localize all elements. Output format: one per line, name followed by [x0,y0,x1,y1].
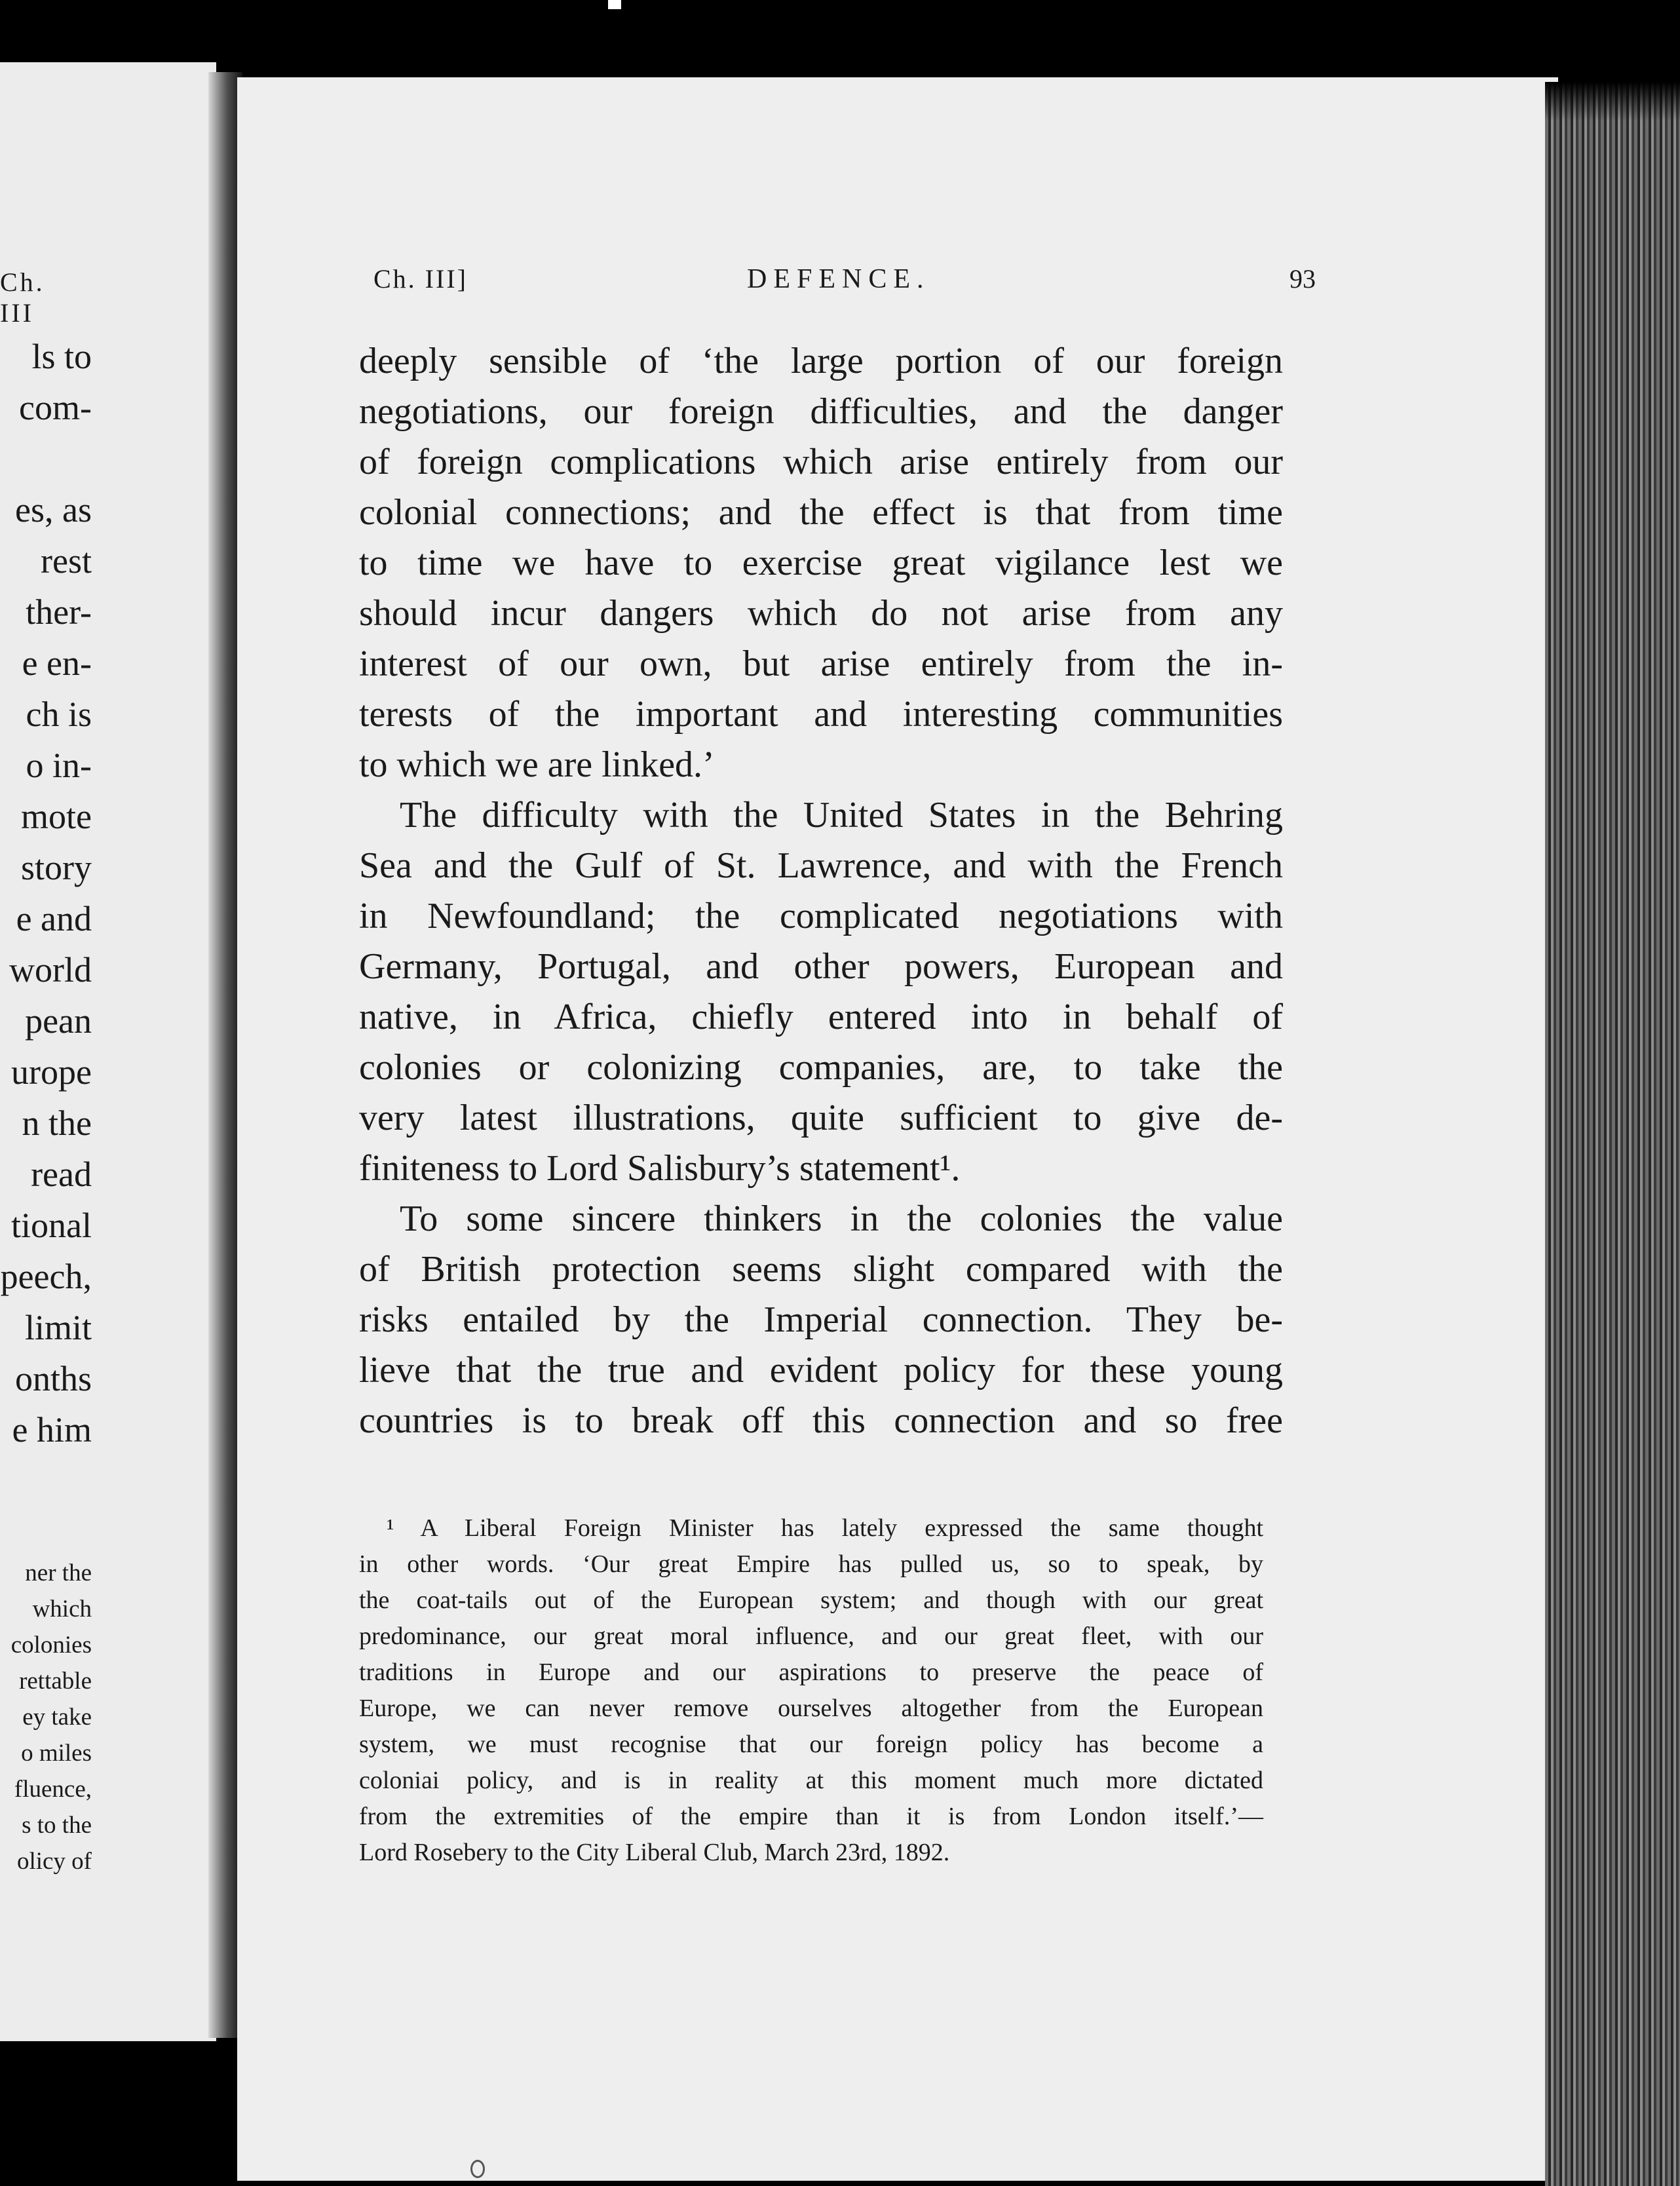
text-line: lieve that the true and evident policy for these young [359,1350,1283,1390]
text-line: very latest illustrations, quite sufficient to give de- [359,1098,1283,1138]
left-note-line: fluence, [14,1776,92,1803]
left-note-line: olicy of [16,1848,92,1875]
text-line: to which we are linked.’ [359,744,715,785]
left-body-line: onths [14,1359,92,1398]
left-note-line: o miles [21,1740,92,1767]
left-body-line: o in- [26,746,92,785]
text-line: of British protection seems slight compared with the [359,1249,1283,1290]
paragraph-3 [359,1194,1283,1446]
text-line: countries is to break off this connection and so free [359,1400,1283,1441]
left-footnote-text [11,1555,92,1879]
left-body-line: peech, [0,1257,92,1296]
left-body-line: e and [16,899,92,938]
left-note-line: ner the [25,1560,92,1586]
running-head-chapter: Ch. III] [373,264,468,294]
text-line: should incur dangers which do not arise from any [359,593,1283,634]
text-line: colonial connections; and the effect is that from time [359,492,1283,533]
text-line: Germany, Portugal, and other powers, European and [359,946,1283,987]
footnote-line: from the extremities of the empire than it is from London itself.’— [359,1803,1263,1830]
left-body-line: es, as [15,490,92,529]
footnote-line: coloniai policy, and is in reality at this moment much more dictated [359,1767,1263,1794]
left-body-line: story [21,848,92,887]
text-line: finiteness to Lord Salisbury’s statement¹. [359,1148,961,1189]
left-body-line: urope [11,1052,92,1092]
scan-mark [470,2160,485,2178]
text-line: terests of the important and interesting communities [359,694,1283,735]
left-body-line: e him [12,1410,92,1449]
left-body-line: tional [11,1206,92,1245]
footnote-line: in other words. ‘Our great Empire has pulled us, so to speak, by [359,1550,1263,1578]
text-line: native, in Africa, chiefly entered into in behalf of [359,997,1283,1037]
footnote-line: ¹ A Liberal Foreign Minister has lately expressed the same thought [387,1514,1263,1542]
left-body-line: n the [22,1103,92,1143]
page-number: 93 [1289,264,1316,294]
left-body-line: world [9,950,92,989]
left-note-line: ey take [22,1704,92,1731]
left-body-text [1,331,92,1455]
text-line: in Newfoundland; the complicated negotiations with [359,896,1283,936]
text-line: Sea and the Gulf of St. Lawrence, and with the French [359,845,1283,886]
left-body-line: ls to [31,337,92,376]
text-line: To some sincere thinkers in the colonies the value [400,1198,1283,1239]
footnote-line: Europe, we can never remove ourselves altogether from the European [359,1695,1263,1722]
left-body-line: ch is [26,695,92,734]
text-line: risks entailed by the Imperial connection. They be- [359,1299,1283,1340]
left-body-line: pean [25,1001,92,1041]
left-body-line: read [31,1155,92,1194]
footnote-line: the coat-tails out of the European system; and though with our great [359,1586,1263,1614]
footnote-line: traditions in Europe and our aspirations to preserve the peace of [359,1659,1263,1686]
paragraph-1 [359,336,1283,790]
left-body-line: com- [19,388,92,427]
left-note-line: rettable [19,1668,92,1695]
left-note-line: s to the [22,1812,92,1839]
left-body-line [1,433,92,484]
text-line: colonies or colonizing companies, are, to take the [359,1047,1283,1088]
left-note-line: which [32,1596,92,1622]
text-line: to time we have to exercise great vigilance lest we [359,543,1283,583]
page-edges-shadow [1545,82,1680,121]
footnote-line: predominance, our great moral influence, and our great fleet, with our [359,1622,1263,1650]
left-body-line: ther- [26,592,92,632]
footnote [359,1510,1263,1871]
text-line: negotiations, our foreign difficulties, and the danger [359,391,1283,432]
left-body-line: mote [21,797,92,836]
left-body-line: limit [24,1308,92,1347]
running-head-title: DEFENCE. [747,264,930,294]
left-body-line: e en- [22,643,92,683]
text-line: interest of our own, but arise entirely from the in- [359,643,1283,684]
footnote-line: system, we must recognise that our foreign policy has become a [359,1731,1263,1758]
page-edges [1545,82,1680,2186]
footnote-line: Lord Rosebery to the City Liberal Club, March 23rd, 1892. [359,1839,950,1866]
text-line: The difficulty with the United States in the Behring [400,795,1283,835]
left-body-line: rest [41,541,92,581]
left-running-head: Ch. III [0,267,45,328]
paragraph-2 [359,790,1283,1194]
scan-mark [608,0,621,9]
body-text [359,336,1283,1446]
text-line: deeply sensible of ‘the large portion of our foreign [359,341,1283,381]
text-line: of foreign complications which arise entirely from our [359,442,1283,482]
left-note-line: colonies [10,1632,92,1659]
left-page [0,62,216,2041]
